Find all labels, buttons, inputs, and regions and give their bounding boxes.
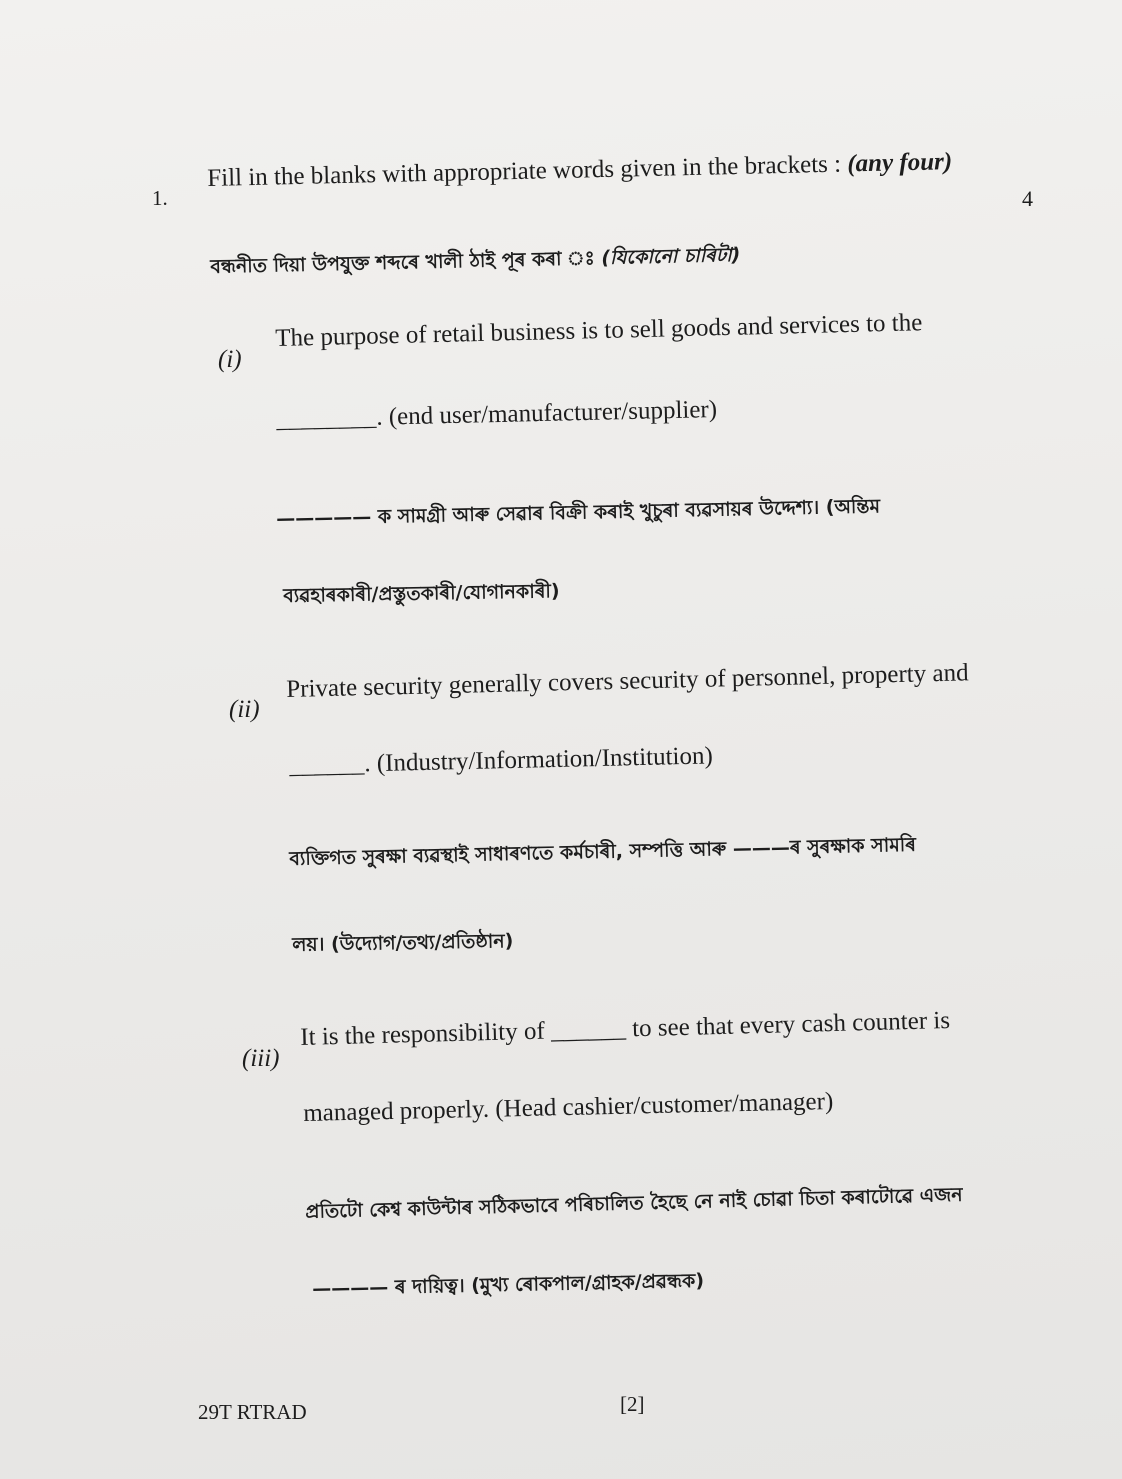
question-marks: 4	[1022, 186, 1033, 211]
question-prompt-assamese	[210, 241, 741, 285]
item-i-as-line2: ব্যৱহাৰকাৰী/প্ৰস্তুতকাৰী/যোগানকাৰী)	[283, 580, 560, 607]
prompt-choice: (any four)	[846, 148, 953, 178]
page-number: [2]	[620, 1392, 645, 1416]
question-number: 1.	[152, 186, 168, 210]
item-ii-en-line2: ______. (Industry/Information/Institution)	[289, 742, 714, 779]
item-i-en-line2: ________. (end user/manufacturer/supplier)	[276, 395, 718, 433]
item-i-as-line1: ————— ক সামগ্ৰী আৰু সেৱাৰ বিক্ৰী কৰাই খুচুৰা ব্যৱসায়ৰ উদ্দেশ্য। (অন্তিম	[276, 495, 881, 530]
item-ii-as-line2: লয়। (উদ্যোগ/তথ্য/প্ৰতিষ্ঠান)	[292, 930, 514, 956]
paper-code: 29T RTRAD	[198, 1400, 307, 1424]
item-iii-as-line1: প্ৰতিটো কেশ্ব কাউন্টাৰ সঠিকভাবে পৰিচালিত হৈছে নে নাই চোৱা চিতা কৰাটোৱে এজন	[305, 1183, 963, 1223]
item-label-ii: (ii)	[229, 696, 260, 723]
item-ii-as-line1: ব্যক্তিগত সুৰক্ষা ব্যৱস্থাই সাধাৰণতে কৰ্মচাৰী, সম্পত্তি আৰু ———ৰ সুৰক্ষাক সামৰি	[289, 833, 917, 870]
item-iii-en-line2: managed properly. (Head cashier/customer/manager)	[303, 1087, 834, 1127]
item-i-en-line1: The purpose of retail business is to sell goods and services to the	[275, 309, 923, 352]
item-ii-en-line1: Private security generally covers security of personnel, property and	[286, 659, 969, 703]
prompt-choice-as: (যিকোনো চাৰিটা)	[601, 243, 741, 270]
question-prompt-english	[207, 148, 952, 193]
prompt-text-as: বন্ধনীত দিয়া উপযুক্ত শব্দৰে খালী ঠাই পূৰ কৰা ঃ	[210, 247, 595, 278]
item-label-iii: (iii)	[242, 1045, 280, 1072]
item-label-i: (i)	[218, 346, 242, 373]
prompt-text: Fill in the blanks with appropriate words given in the brackets :	[207, 150, 842, 192]
item-iii-en-line1: It is the responsibility of ______ to see that every cash counter is	[300, 1006, 951, 1051]
item-iii-as-line2: ———— ৰ দায়িত্ব। (মুখ্য ৰোকপাল/গ্ৰাহক/প্ৰৱন্ধক)	[312, 1269, 705, 1300]
